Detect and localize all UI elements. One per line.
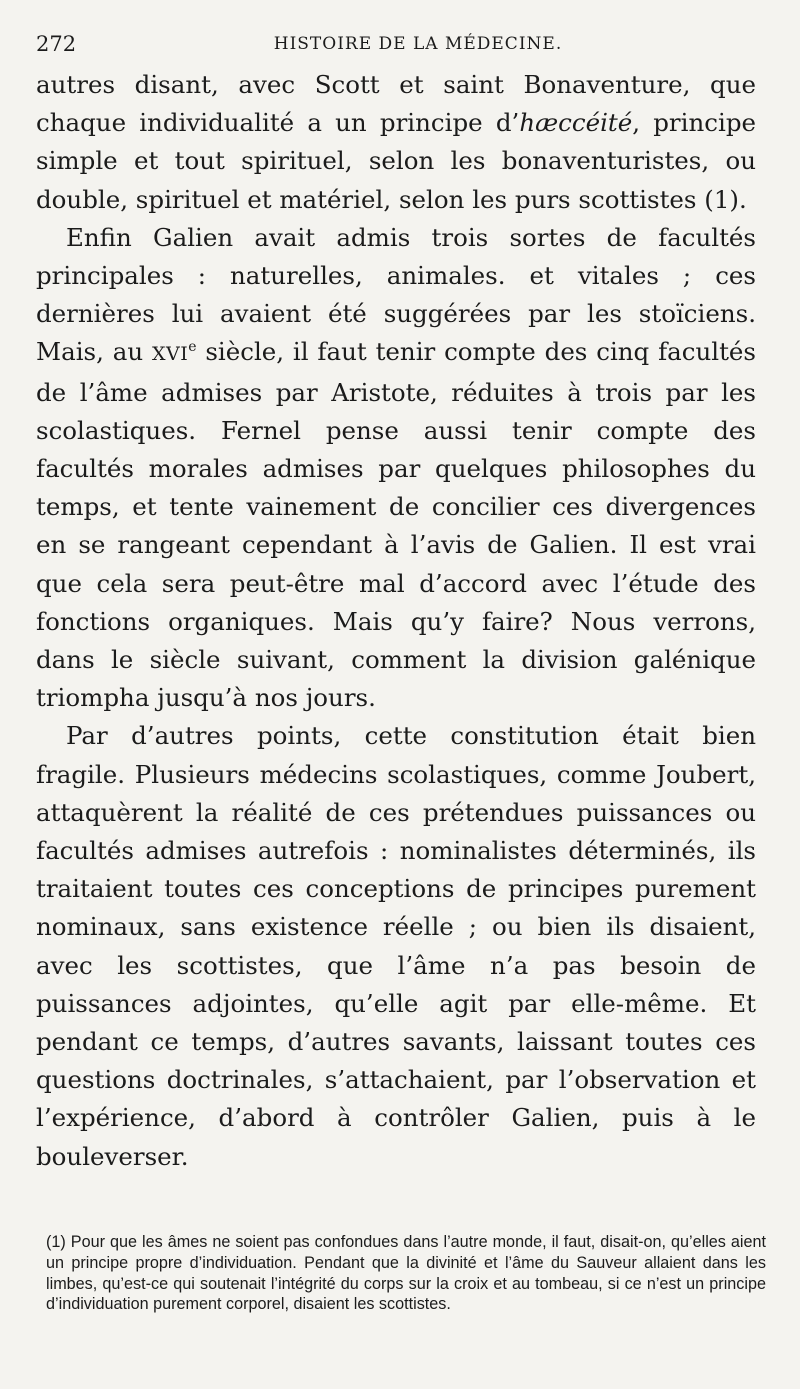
paragraph-1-part-a: autres disant, avec Scott et saint Bonaventure, que chaque individualité a un principe d’	[36, 70, 756, 138]
footnote	[46, 1232, 766, 1315]
body-text	[36, 66, 756, 1176]
running-head	[36, 30, 752, 62]
running-title: HISTOIRE DE LA MÉDECINE.	[273, 34, 563, 54]
haecceite-term: hæccéité	[519, 108, 633, 138]
paragraph-3: Par d’autres points, cette constitution était bien fragile. Plusieurs médecins scolastiques, comme Joubert, attaquèrent la réalité de ces prétendues puissances ou facultés admises autrefois : nominalistes déterminés, ils traitaient toutes ces conceptions de principes purement nominaux, sans existence réelle ; ou bien ils disaient, avec les scottistes, que l’âme n’a pas besoin de puissances adjointes, qu’elle agit par elle-même. Et pendant ce temps, d’autres savants, laissant toutes ces questions doctrinales, s’attachaient, par l’observation et l’expérience, d’abord à contrôler Galien, puis à le bouleverser.	[36, 721, 756, 1171]
footnote-1: (1) Pour que les âmes ne soient pas confondues dans l’autre monde, il faut, disait-on, qu’elles aient un principe propre d’individuation. Pendant que la divinité et l’âme du Sauveur allaient dans les limbes, qu’est-ce qui soutenait l’intégrité du corps sur la croix et au tombeau, si ce n’est un principe d’individuation purement corporel, disaient les scottistes.	[46, 1233, 766, 1314]
century-numeral: XVI	[151, 343, 189, 366]
paragraph-1	[36, 66, 756, 219]
paragraph-2-part-a: Enfin Galien avait admis trois sortes de facultés principales : naturelles, animales. et vitales ; ces dernières lui avaient été suggérées par les stoïciens. Mais, au	[36, 222, 756, 367]
paragraph-2	[36, 219, 756, 718]
paragraph-1-part-b: , principe simple et tout spirituel, selon les bonaventuristes, ou double, spirituel et matériel, selon les purs scottistes (1).	[36, 108, 756, 214]
paragraph-2-part-b: siècle, il faut tenir compte des cinq facultés de l’âme admises par Aristote, réduites à trois par les scolastiques. Fernel pense aussi tenir compte des facultés morales admises par quelques philosophes du temps, et tente vainement de concilier ces divergences en se rangeant cependant à l’avis de Galien. Il est vrai que cela sera peut-être mal d’accord avec l’étude des fonctions organiques. Mais qu’y faire? Nous verrons, dans le siècle suivant, comment la division galénique triompha jusqu’à nos jours.	[36, 337, 756, 713]
century-superscript: e	[188, 339, 197, 356]
page-number: 272	[36, 32, 77, 56]
